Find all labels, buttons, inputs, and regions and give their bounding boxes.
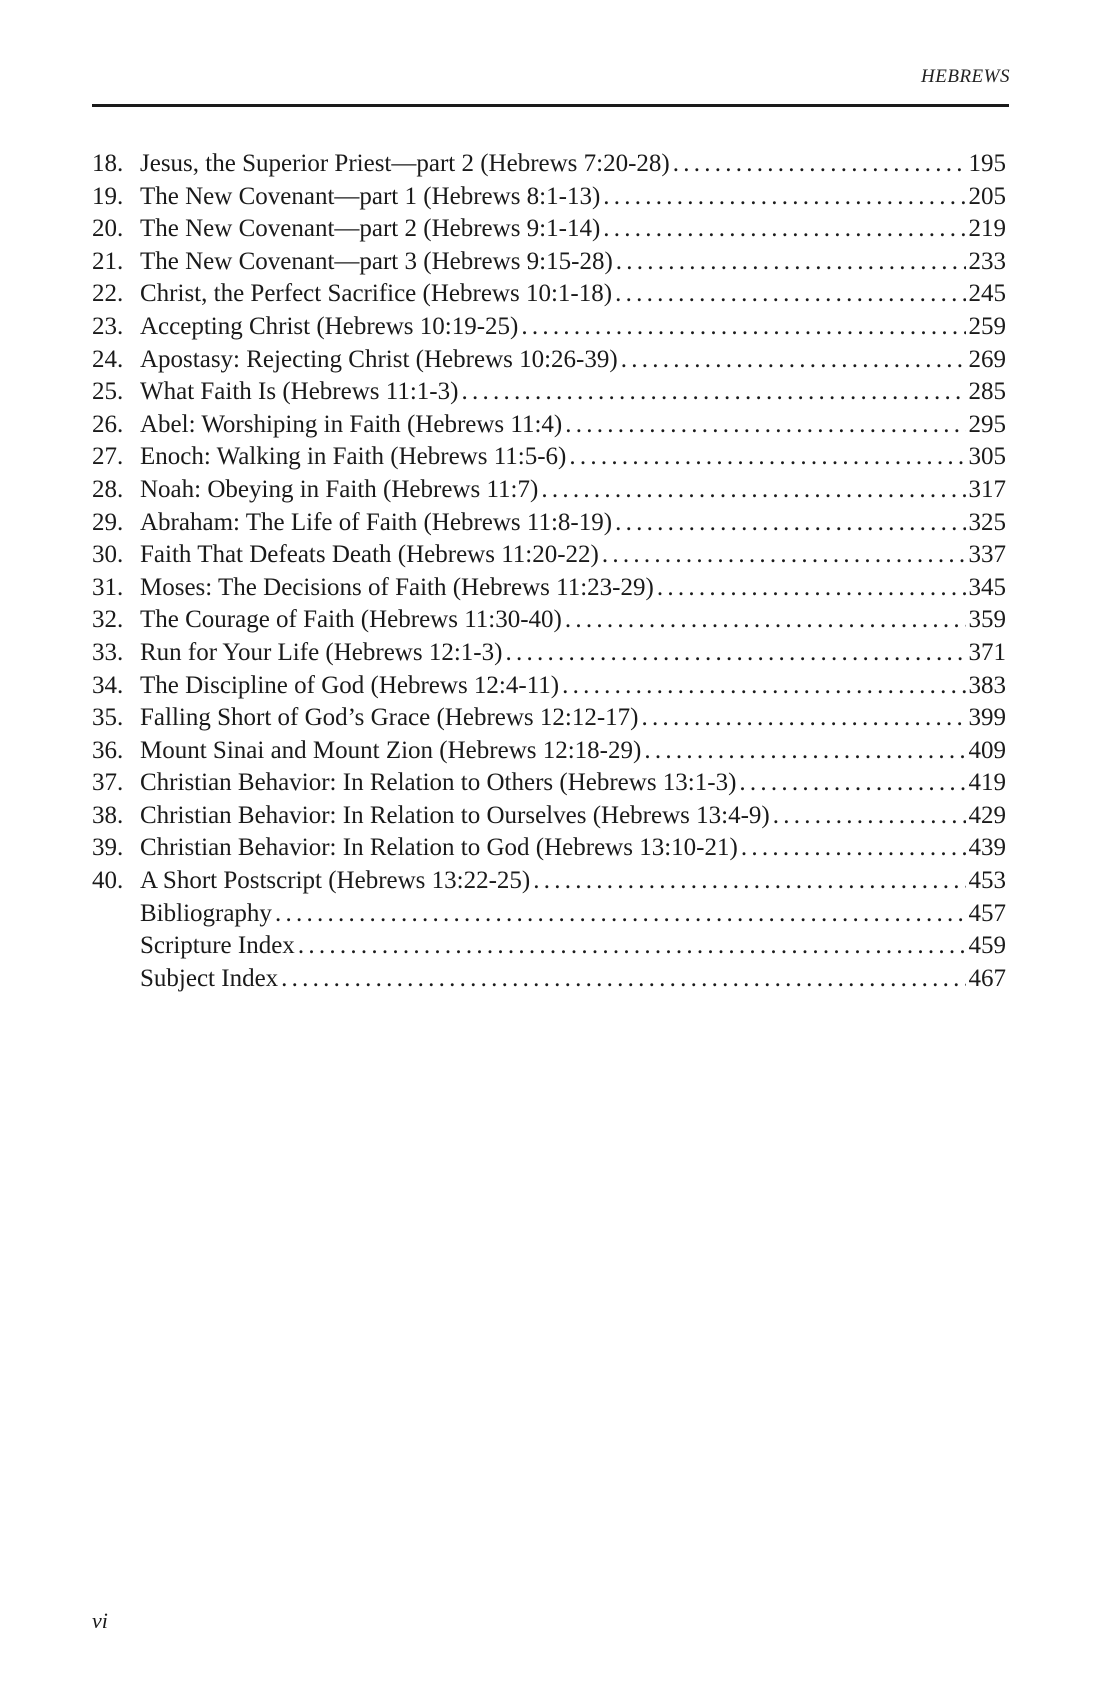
toc-entry-number: 18. bbox=[92, 150, 124, 177]
toc-entry-title: Scripture Index bbox=[140, 932, 295, 960]
toc-entry-title: The Courage of Faith (Hebrews 11:30-40) bbox=[140, 606, 562, 634]
toc-entry-title: The New Covenant—part 3 (Hebrews 9:15-28) bbox=[140, 247, 613, 275]
toc-entry-number: 23. bbox=[92, 312, 124, 340]
dot-leader bbox=[569, 441, 965, 474]
toc-entry bbox=[92, 246, 1006, 279]
toc-entry bbox=[92, 344, 1006, 377]
toc-entry bbox=[92, 702, 1006, 735]
dot-leader bbox=[298, 930, 966, 963]
dot-leader bbox=[533, 865, 965, 898]
toc-entry bbox=[92, 213, 1006, 246]
toc-entry-number: 22. bbox=[92, 280, 124, 308]
toc-entry-number: 39. bbox=[92, 834, 124, 862]
dot-leader bbox=[616, 246, 966, 279]
toc-entry-title: Faith That Defeats Death (Hebrews 11:20-22) bbox=[140, 541, 599, 569]
toc-entry-number: 26. bbox=[92, 410, 124, 438]
toc-entry-page: 219 bbox=[968, 215, 1006, 243]
toc-entry-page: 419 bbox=[968, 769, 1006, 797]
toc-entry-page: 453 bbox=[968, 867, 1006, 895]
running-head: HEBREWS bbox=[921, 66, 1010, 87]
toc-entry-title: Abel: Worshiping in Faith (Hebrews 11:4) bbox=[140, 410, 563, 438]
toc-entry-title: Christian Behavior: In Relation to Others (Hebrews 13:1-3) bbox=[140, 769, 737, 797]
toc-entry-number: 37. bbox=[92, 769, 124, 797]
dot-leader bbox=[657, 572, 966, 605]
toc-entry-title: Jesus, the Superior Priest—part 2 (Hebrews 7:20-28) bbox=[140, 150, 670, 177]
toc-entry-number: 27. bbox=[92, 443, 124, 471]
toc-entry bbox=[92, 181, 1006, 214]
toc-entry-title: Enoch: Walking in Faith (Hebrews 11:5-6) bbox=[140, 443, 567, 471]
dot-leader bbox=[673, 148, 966, 181]
toc-entry-number: 25. bbox=[92, 378, 124, 406]
toc-entry-page: 457 bbox=[968, 899, 1006, 927]
table-of-contents bbox=[92, 148, 1006, 995]
toc-entry bbox=[92, 735, 1006, 768]
toc-entry-page: 383 bbox=[968, 671, 1006, 699]
toc-entry bbox=[92, 474, 1006, 507]
toc-entry-number: 40. bbox=[92, 867, 124, 895]
toc-entry-page: 205 bbox=[968, 182, 1006, 210]
toc-entry bbox=[92, 670, 1006, 703]
toc-entry-page: 399 bbox=[968, 704, 1006, 732]
toc-entry-page: 195 bbox=[968, 150, 1006, 177]
toc-entry bbox=[92, 865, 1006, 898]
toc-entry-title: Mount Sinai and Mount Zion (Hebrews 12:18-29) bbox=[140, 736, 642, 764]
toc-entry-number: 33. bbox=[92, 638, 124, 666]
toc-entry-page: 409 bbox=[968, 736, 1006, 764]
toc-entry bbox=[92, 409, 1006, 442]
dot-leader bbox=[603, 213, 965, 246]
toc-entry-page: 337 bbox=[968, 541, 1006, 569]
toc-entry bbox=[92, 767, 1006, 800]
toc-entry-number: 35. bbox=[92, 704, 124, 732]
dot-leader bbox=[541, 474, 965, 507]
dot-leader bbox=[461, 376, 965, 409]
toc-entry-title: Run for Your Life (Hebrews 12:1-3) bbox=[140, 638, 503, 666]
dot-leader bbox=[615, 507, 965, 540]
dot-leader bbox=[621, 344, 966, 377]
dot-leader bbox=[281, 963, 965, 996]
toc-entry-title: Christian Behavior: In Relation to Ourselves (Hebrews 13:4-9) bbox=[140, 801, 770, 829]
toc-entry-page: 439 bbox=[968, 834, 1006, 862]
header-rule bbox=[92, 104, 1009, 107]
toc-entry bbox=[92, 832, 1006, 865]
toc-entry-page: 345 bbox=[968, 573, 1006, 601]
toc-entry bbox=[92, 963, 1006, 996]
toc-entry-number: 31. bbox=[92, 573, 124, 601]
dot-leader bbox=[521, 311, 965, 344]
toc-entry-number: 29. bbox=[92, 508, 124, 536]
toc-entry-page: 259 bbox=[968, 312, 1006, 340]
toc-entry bbox=[92, 148, 1006, 181]
toc-entry-number: 34. bbox=[92, 671, 124, 699]
toc-entry bbox=[92, 898, 1006, 931]
toc-entry-title: The Discipline of God (Hebrews 12:4-11) bbox=[140, 671, 560, 699]
toc-entry bbox=[92, 278, 1006, 311]
toc-entry bbox=[92, 572, 1006, 605]
toc-entry-title: What Faith Is (Hebrews 11:1-3) bbox=[140, 378, 459, 406]
toc-entry-page: 467 bbox=[968, 964, 1006, 992]
dot-leader bbox=[562, 670, 965, 703]
dot-leader bbox=[565, 409, 965, 442]
dot-leader bbox=[505, 637, 965, 670]
toc-entry-number: 19. bbox=[92, 182, 124, 210]
toc-entry-page: 285 bbox=[968, 378, 1006, 406]
toc-entry bbox=[92, 441, 1006, 474]
toc-entry-title: Abraham: The Life of Faith (Hebrews 11:8-19) bbox=[140, 508, 613, 536]
toc-entry-number: 38. bbox=[92, 801, 124, 829]
dot-leader bbox=[565, 604, 966, 637]
toc-entry bbox=[92, 930, 1006, 963]
toc-entry-title: The New Covenant—part 1 (Hebrews 8:1-13) bbox=[140, 182, 601, 210]
toc-entry-title: A Short Postscript (Hebrews 13:22-25) bbox=[140, 867, 531, 895]
dot-leader bbox=[603, 181, 965, 214]
toc-entry-page: 371 bbox=[968, 638, 1006, 666]
toc-entry-number: 20. bbox=[92, 215, 124, 243]
toc-entry-title: The New Covenant—part 2 (Hebrews 9:1-14) bbox=[140, 215, 601, 243]
dot-leader bbox=[615, 278, 965, 311]
dot-leader bbox=[773, 800, 966, 833]
toc-entry bbox=[92, 311, 1006, 344]
toc-entry-title: Moses: The Decisions of Faith (Hebrews 11:23-29) bbox=[140, 573, 654, 601]
toc-entry-page: 233 bbox=[968, 247, 1006, 275]
toc-entry-page: 295 bbox=[968, 410, 1006, 438]
toc-entry-number: 28. bbox=[92, 475, 124, 503]
toc-entry-title: Apostasy: Rejecting Christ (Hebrews 10:26-39) bbox=[140, 345, 618, 373]
toc-entry-page: 305 bbox=[968, 443, 1006, 471]
dot-leader bbox=[741, 832, 966, 865]
toc-entry-title: Subject Index bbox=[140, 964, 279, 992]
toc-entry-title: Accepting Christ (Hebrews 10:19-25) bbox=[140, 312, 519, 340]
dot-leader bbox=[602, 539, 966, 572]
toc-entry-title: Falling Short of God’s Grace (Hebrews 12:12-17) bbox=[140, 704, 639, 732]
toc-entry-page: 245 bbox=[968, 280, 1006, 308]
toc-entry-title: Noah: Obeying in Faith (Hebrews 11:7) bbox=[140, 475, 539, 503]
dot-leader bbox=[644, 735, 965, 768]
toc-entry bbox=[92, 604, 1006, 637]
toc-entry-number: 36. bbox=[92, 736, 124, 764]
dot-leader bbox=[275, 898, 966, 931]
toc-entry-page: 429 bbox=[968, 801, 1006, 829]
toc-entry bbox=[92, 637, 1006, 670]
dot-leader bbox=[739, 767, 965, 800]
toc-entry-title: Christ, the Perfect Sacrifice (Hebrews 10:1-18) bbox=[140, 280, 613, 308]
dot-leader bbox=[642, 702, 966, 735]
toc-entry bbox=[92, 507, 1006, 540]
toc-entry-number: 21. bbox=[92, 247, 124, 275]
toc-entry-title: Bibliography bbox=[140, 899, 272, 927]
page-number: vi bbox=[92, 1608, 108, 1633]
toc-entry bbox=[92, 376, 1006, 409]
toc-entry bbox=[92, 539, 1006, 572]
toc-entry-title: Christian Behavior: In Relation to God (Hebrews 13:10-21) bbox=[140, 834, 738, 862]
toc-entry-number: 30. bbox=[92, 541, 124, 569]
toc-entry bbox=[92, 800, 1006, 833]
toc-entry-page: 325 bbox=[968, 508, 1006, 536]
toc-entry-number: 24. bbox=[92, 345, 124, 373]
toc-entry-page: 269 bbox=[968, 345, 1006, 373]
toc-entry-number: 32. bbox=[92, 606, 124, 634]
toc-entry-page: 359 bbox=[968, 606, 1006, 634]
toc-entry-page: 317 bbox=[968, 475, 1006, 503]
toc-entry-page: 459 bbox=[968, 932, 1006, 960]
